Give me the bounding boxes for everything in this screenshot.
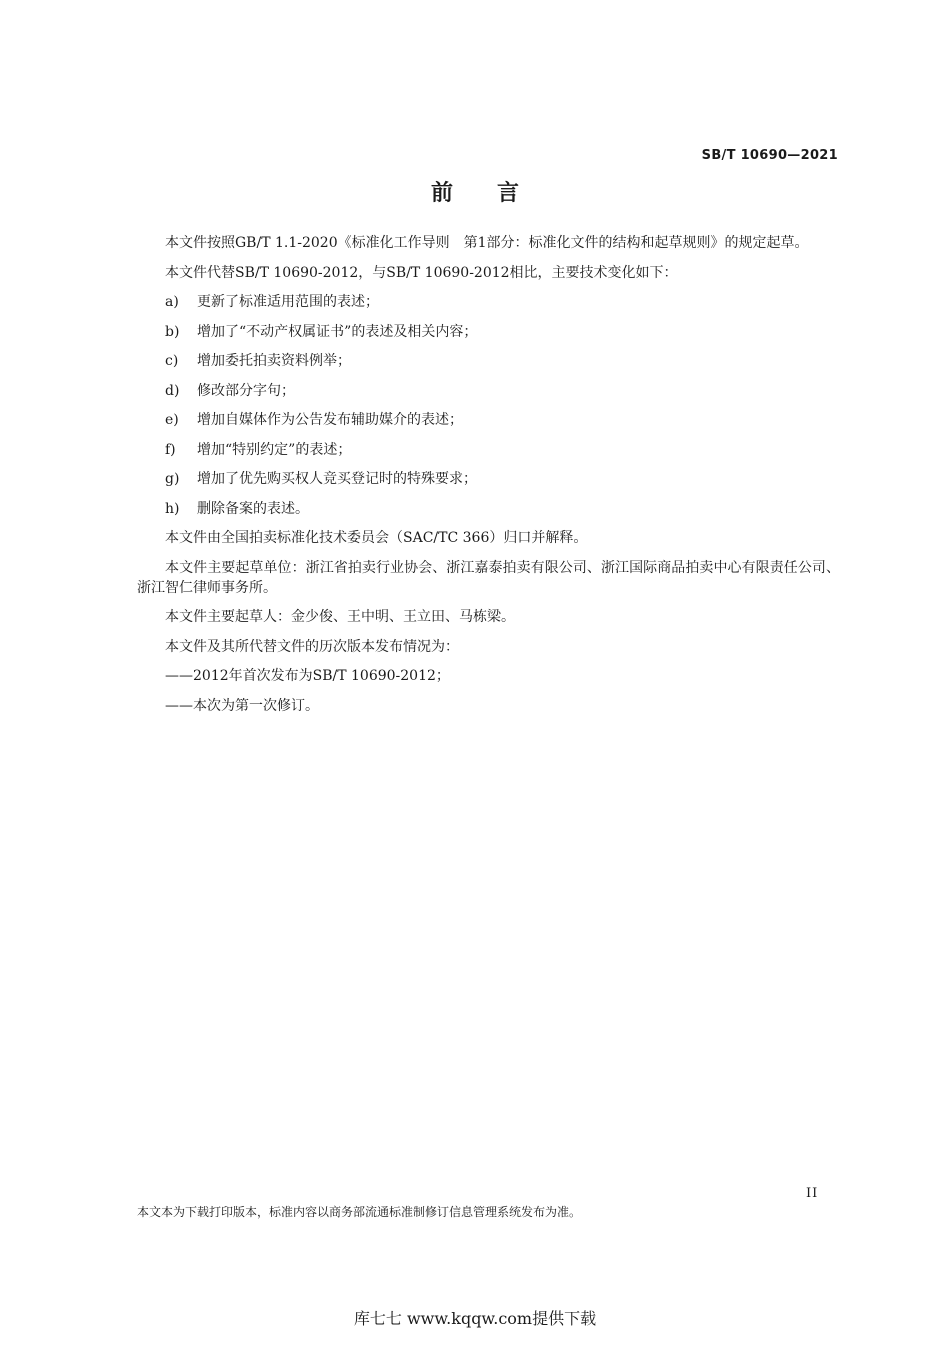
list-marker: c)	[165, 353, 179, 369]
list-item	[137, 499, 840, 519]
download-watermark: 库七七 www.kqqw.com提供下载	[353, 1309, 597, 1328]
list-item	[137, 322, 840, 342]
list-marker: d)	[165, 382, 180, 399]
history-heading: 本文件及其所代替文件的历次版本发布情况为：	[165, 638, 459, 655]
list-text: 增加委托拍卖资料例举；	[197, 353, 351, 369]
changes-list	[137, 292, 840, 519]
list-marker: e)	[165, 412, 179, 428]
list-marker: h)	[165, 500, 180, 517]
drafting-units-paragraph: 本文件主要起草单位：浙江省拍卖行业协会、浙江嘉泰拍卖有限公司、浙江国际商品拍卖中心有限责任公司、浙江智仁律师事务所。	[137, 559, 840, 596]
page-title: 前言	[430, 181, 563, 206]
list-text: 增加了“不动产权属证书”的表述及相关内容；	[197, 323, 478, 340]
intro-paragraph: 本文件代替SB/T 10690-2012，与SB/T 10690-2012相比，主要技术变化如下：	[165, 264, 678, 281]
list-item	[137, 410, 840, 430]
list-text: 修改部分字句；	[197, 382, 295, 399]
list-marker: b)	[165, 323, 180, 340]
standard-number: SB/T 10690—2021	[701, 148, 838, 163]
foreword-body	[137, 233, 840, 725]
footer-note: 本文本为下载打印版本，标准内容以商务部流通标准制修订信息管理系统发布为准。	[137, 1205, 582, 1219]
history-item: ——2012年首次发布为SB/T 10690-2012；	[165, 668, 450, 684]
list-item	[137, 381, 840, 401]
list-text: 增加“特别约定”的表述；	[197, 441, 352, 458]
list-marker: a)	[165, 294, 179, 310]
list-marker: g)	[165, 471, 180, 487]
drafters-paragraph: 本文件主要起草人：金少俊、王中明、王立田、马栋梁。	[165, 609, 515, 625]
committee-paragraph: 本文件由全国拍卖标准化技术委员会（SAC/TC 366）归口并解释。	[165, 530, 588, 546]
list-text: 增加了优先购买权人竞买登记时的特殊要求；	[197, 471, 477, 487]
list-text: 更新了标准适用范围的表述；	[197, 294, 379, 310]
history-item: ——本次为第一次修订。	[165, 697, 319, 714]
intro-paragraph: 本文件按照GB/T 1.1-2020《标准化工作导则 第1部分：标准化文件的结构和起草规则》的规定起草。	[165, 235, 809, 251]
list-marker: f)	[165, 441, 176, 458]
list-item	[137, 351, 840, 371]
list-item	[137, 440, 840, 460]
list-text: 删除备案的表述。	[197, 500, 309, 517]
page-number: II	[806, 1186, 819, 1201]
list-text: 增加自媒体作为公告发布辅助媒介的表述；	[197, 412, 463, 428]
list-item	[137, 292, 840, 312]
list-item	[137, 469, 840, 489]
